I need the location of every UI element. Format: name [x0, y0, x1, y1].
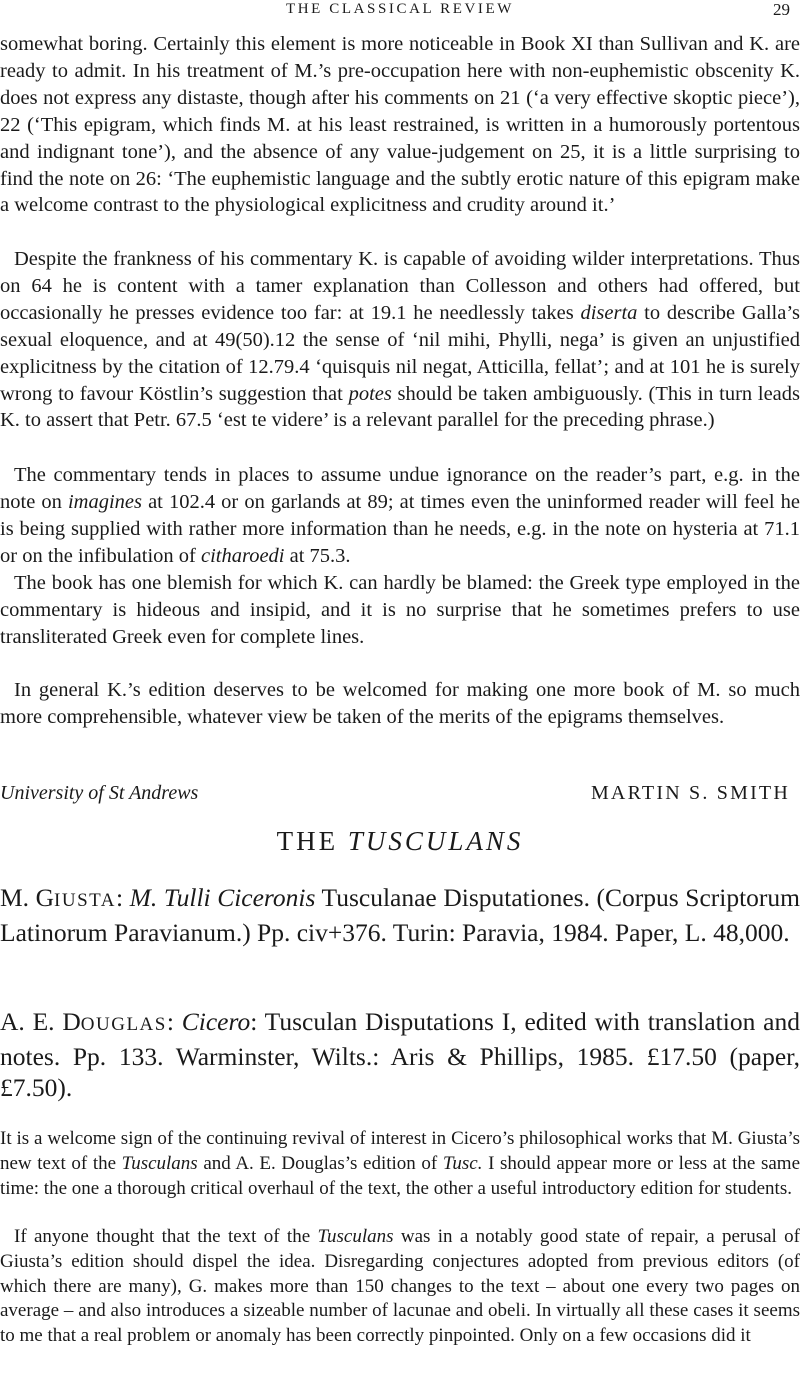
paragraph-4 — [0, 570, 800, 651]
author-surname-smallcaps: IUSTA — [54, 890, 116, 911]
paragraph-text: to describe Galla’s sexual eloquence, and at 49(50).12 the sense of ‘nil mihi, Phylli, nega’ is given an unjustified explicitness by the citation of 12.79.4 ‘quisquis nil negat, Atticilla, fellat’; and at 101 he is surely wrong to favour Köstlin’s suggestion that — [0, 301, 800, 405]
author-initial: A. E. D — [0, 1007, 81, 1036]
book-title-italic: Cicero — [181, 1007, 251, 1036]
journal-title: THE CLASSICAL REVIEW — [285, 1, 515, 17]
paragraph-3 — [0, 462, 800, 570]
paragraph-text: was in a notably good state of repair, a perusal of Giusta’s edition should dispel the idea. Disregarding conjectures adopted from previous editors (of which there are many), G. makes more than 150 changes to the text – about one every two pages on average – and also introduces a sizeable number of lacunae and obeli. In virtually all these cases it seems to me that a real problem or anomaly has been correctly pinpointed. Only on a few occasions did it — [0, 1226, 800, 1347]
author-affiliation: University of St Andrews — [0, 782, 199, 804]
paragraph-7 — [0, 1225, 800, 1349]
paragraph-5 — [0, 677, 800, 731]
author-name: MARTIN S. SMITH — [590, 782, 790, 804]
paragraph-text: Despite the frankness of his commentary K. is capable of avoiding wilder interpretations. Thus on 64 he is content with a tamer explanation than Collesson and others had offered, but occasionally he presses evidence too far: at 19.1 he needlessly takes — [0, 248, 800, 324]
latin-term: potes — [348, 382, 392, 405]
latin-term: imagines — [67, 490, 142, 513]
running-head — [0, 0, 800, 22]
latin-term: diserta — [580, 301, 638, 324]
author-surname-smallcaps: OUGLAS — [80, 1014, 167, 1035]
paragraph-text: The book has one blemish for which K. can hardly be blamed: the Greek type employed in the commentary is hideous and insipid, and it is no surprise that he sometimes prefers to use transliterated Greek even for complete lines. — [0, 572, 800, 648]
paragraph-text: In general K.’s edition deserves to be welcomed for making one more book of M. so much more comprehensible, whatever view be taken of the merits of the epigrams themselves. — [0, 679, 800, 728]
paragraph-text: It is a welcome sign of the continuing revival of interest in Cicero’s philosophical works that M. Giusta’s new text of the — [0, 1128, 800, 1174]
book-entry-giusta — [0, 882, 800, 948]
paragraph-2 — [0, 246, 800, 434]
latin-term: Tusculans — [317, 1226, 394, 1247]
paragraph-text: at 102.4 or on garlands at 89; at times even the uninformed reader will feel he is being supplied with rather more information than he needs, e.g. in the note on hysteria at 71.1 or on the infibulation of — [0, 490, 800, 567]
book-details: Tusculanae Disputationes. (Corpus Scriptorum Latinorum Paravianum.) Pp. civ+376. Turin: Paravia, 1984. Paper, L. 48,000. — [0, 883, 800, 947]
latin-term: citharoedi — [200, 544, 285, 567]
paragraph-text: somewhat boring. Certainly this element is more noticeable in Book XI than Sullivan and K. are ready to admit. In his treatment of M.’s pre-occupation here with non-euphemistic obscenity K. does not express any distaste, though after his comments on 21 (‘a very effective skoptic piece’), 22 (‘This epigram, which finds M. at his least restrained, is written in a humorously portentous and indignant tone’), and the absence of any value-judgement on 25, it is a little surprising to find the note on 26: ‘The euphemistic language and the subtly erotic nature of this epigram make a welcome contrast to the physiological explicitness and crudity around it.’ — [0, 33, 800, 217]
paragraph-text: at 75.3. — [284, 544, 351, 567]
entry-punctuation: : — [115, 883, 130, 912]
section-heading-title: TUSCULANS — [347, 826, 524, 856]
section-heading-prefix: THE — [276, 826, 348, 856]
page-number: 29 — [773, 0, 790, 19]
latin-term: Tusc. — [442, 1152, 483, 1174]
book-entry-douglas — [0, 1006, 800, 1104]
author-initial: M. G — [0, 883, 55, 912]
paragraph-text: and A. E. Douglas’s edition of — [197, 1152, 443, 1174]
paragraph-text: I should appear more or less at the same time: the one a thorough critical overhaul of the text, the other a useful introductory edition for students. — [0, 1152, 800, 1199]
review-signature — [0, 782, 800, 810]
paragraph-text: The commentary tends in places to assume undue ignorance on the reader’s part, e.g. in the note on — [0, 464, 800, 513]
latin-term: Tusculans — [121, 1152, 198, 1174]
book-details: : Tusculan Disputations I, edited with translation and notes. Pp. 133. Warminster, Wilts.: Aris & Phillips, 1985. £17.50 (paper, £7.50). — [0, 1007, 800, 1102]
paragraph-text: should be taken ambiguously. (This in turn leads K. to assert that Petr. 67.5 ‘est te videre’ is a relevant parallel for the preceding phrase.) — [0, 382, 800, 432]
section-heading — [0, 826, 800, 857]
paragraph-1 — [0, 31, 800, 219]
book-title-italic: M. Tulli Ciceronis — [129, 883, 316, 912]
paragraph-text: If anyone thought that the text of the — [14, 1226, 318, 1247]
entry-punctuation: : — [166, 1007, 182, 1036]
paragraph-6 — [0, 1127, 800, 1201]
